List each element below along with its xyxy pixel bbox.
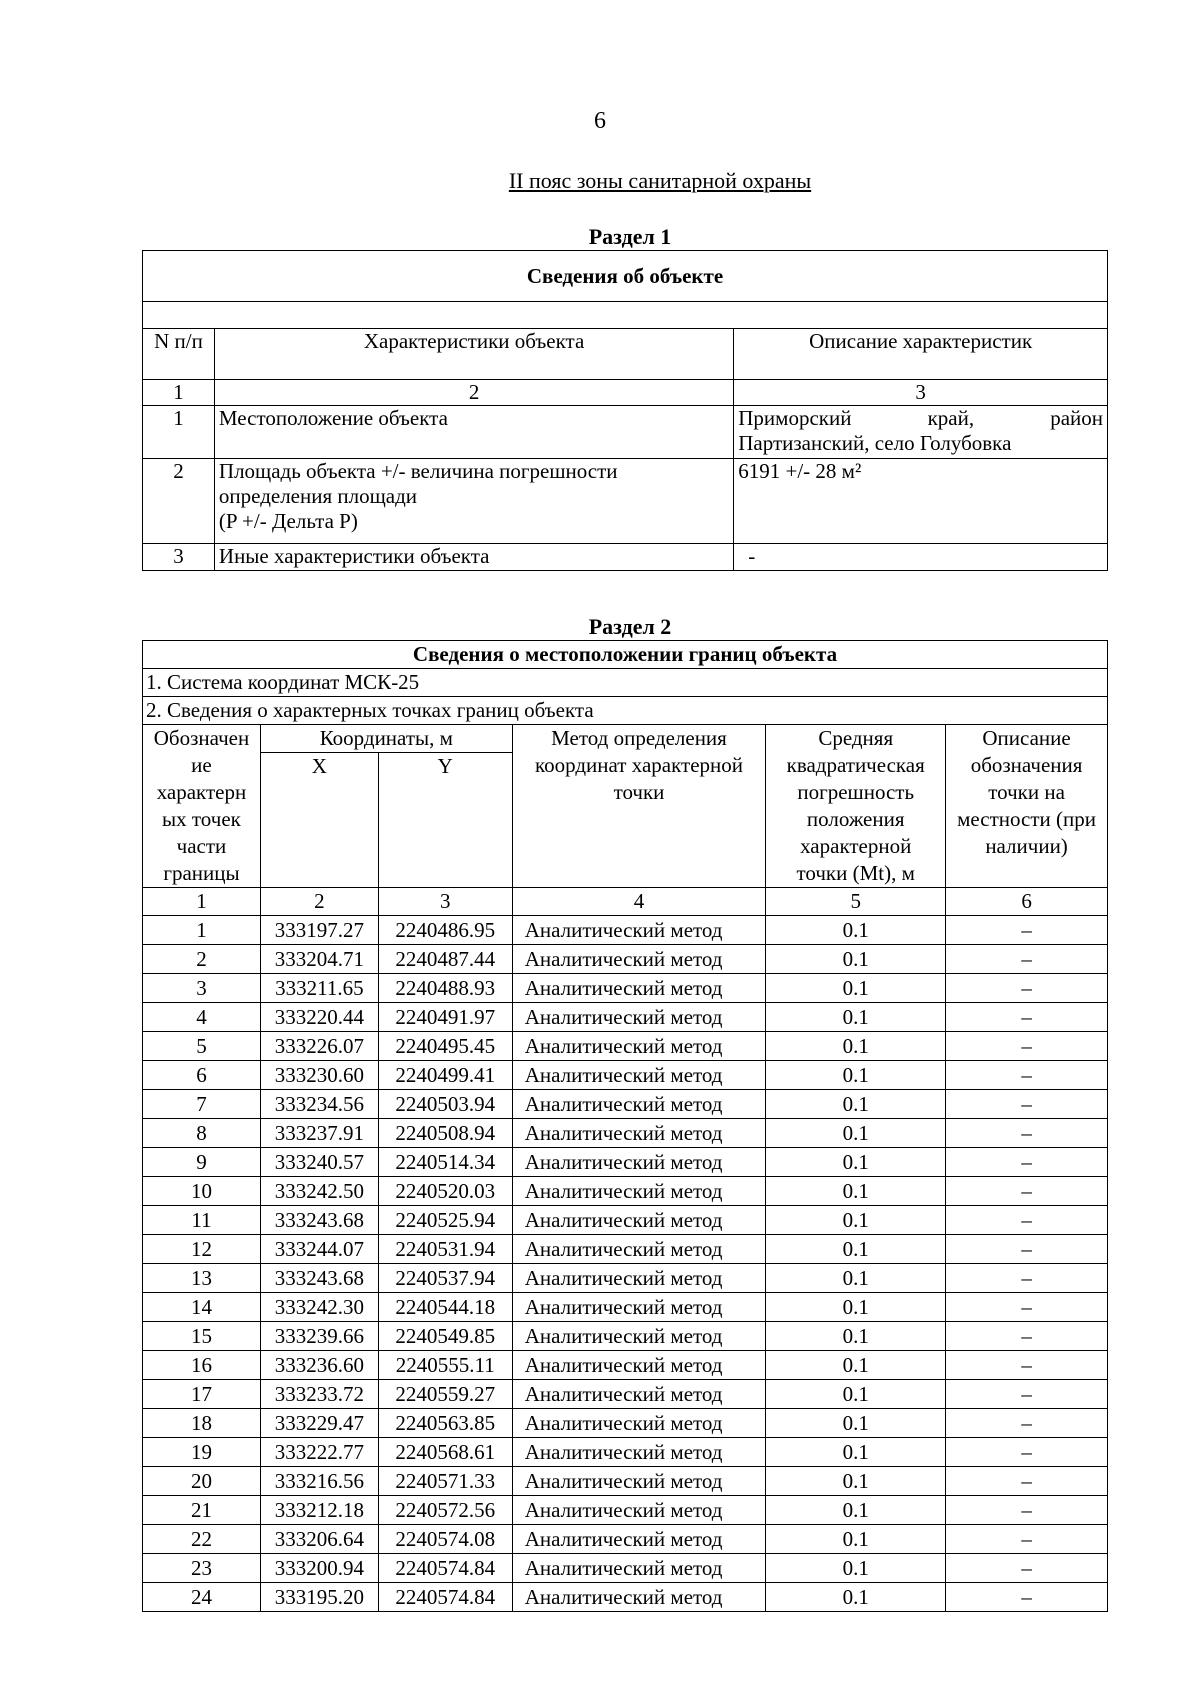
description-cell: – [946,1467,1108,1496]
method-cell: Аналитический метод [512,1032,766,1061]
description-cell: – [946,1554,1108,1583]
error-cell: 0.1 [766,1235,946,1264]
point-number: 17 [143,1380,261,1409]
header-error: Средняя квадратическая погрешность положения характерной точки (Mt), м [766,725,946,888]
table-row [143,1003,1108,1032]
coord-x: 333234.56 [260,1090,378,1119]
row-name: Иные характеристики объекта [214,544,733,571]
description-cell: – [946,1351,1108,1380]
coord-x: 333204.71 [260,945,378,974]
row-description: - [734,544,1108,571]
error-cell: 0.1 [766,1032,946,1061]
error-cell: 0.1 [766,1264,946,1293]
method-cell: Аналитический метод [512,1351,766,1380]
page-number: 6 [594,108,606,134]
error-cell: 0.1 [766,1525,946,1554]
coord-y: 2240499.41 [378,1061,512,1090]
col-number-5: 5 [766,888,946,916]
method-cell: Аналитический метод [512,1583,766,1612]
coord-y: 2240549.85 [378,1322,512,1351]
coord-x: 333239.66 [260,1322,378,1351]
coord-y: 2240514.34 [378,1148,512,1177]
table-row [143,1583,1108,1612]
error-cell: 0.1 [766,1496,946,1525]
section2-table [142,640,1108,1612]
col-header-description: Описание характеристик [734,329,1108,380]
table-row [143,1293,1108,1322]
coord-y: 2240574.84 [378,1554,512,1583]
header-y: Y [378,753,512,888]
table-row [143,1409,1108,1438]
error-cell: 0.1 [766,916,946,945]
coord-x: 333230.60 [260,1061,378,1090]
table-row [143,1206,1108,1235]
coord-y: 2240544.18 [378,1293,512,1322]
coord-x: 333222.77 [260,1438,378,1467]
error-cell: 0.1 [766,1380,946,1409]
error-cell: 0.1 [766,1438,946,1467]
coord-x: 333229.47 [260,1409,378,1438]
coord-x: 333242.50 [260,1177,378,1206]
error-cell: 0.1 [766,1409,946,1438]
error-cell: 0.1 [766,1119,946,1148]
table-row [143,1235,1108,1264]
section1-row [143,544,1108,571]
coordinate-system-line: 1. Система координат МСК-25 [143,669,1108,697]
point-number: 20 [143,1467,261,1496]
method-cell: Аналитический метод [512,1235,766,1264]
col-number-4: 4 [512,888,766,916]
coord-x: 333220.44 [260,1003,378,1032]
error-cell: 0.1 [766,1090,946,1119]
col-number-2: 2 [214,380,733,406]
description-cell: – [946,1003,1108,1032]
method-cell: Аналитический метод [512,1061,766,1090]
col-number-3: 3 [378,888,512,916]
point-number: 16 [143,1351,261,1380]
description-cell: – [946,1032,1108,1061]
error-cell: 0.1 [766,1003,946,1032]
description-cell: – [946,1293,1108,1322]
method-cell: Аналитический метод [512,1554,766,1583]
method-cell: Аналитический метод [512,1119,766,1148]
coord-x: 333244.07 [260,1235,378,1264]
method-cell: Аналитический метод [512,1177,766,1206]
col-header-characteristics: Характеристики объекта [214,329,733,380]
coord-x: 333243.68 [260,1264,378,1293]
col-number-1: 1 [143,888,261,916]
description-cell: – [946,1583,1108,1612]
description-cell: – [946,1496,1108,1525]
coord-x: 333226.07 [260,1032,378,1061]
coord-y: 2240563.85 [378,1409,512,1438]
point-number: 23 [143,1554,261,1583]
row-number: 2 [143,459,215,544]
point-number: 19 [143,1438,261,1467]
table-row [143,1119,1108,1148]
coord-x: 333195.20 [260,1583,378,1612]
coord-x: 333200.94 [260,1554,378,1583]
point-number: 3 [143,974,261,1003]
section1-row [143,459,1108,544]
error-cell: 0.1 [766,1322,946,1351]
point-number: 14 [143,1293,261,1322]
section1-title: Раздел 1 [588,224,672,249]
description-cell: – [946,1119,1108,1148]
coord-y: 2240520.03 [378,1177,512,1206]
coord-x: 333236.60 [260,1351,378,1380]
header-method: Метод определения координат характерной точки [512,725,766,888]
method-cell: Аналитический метод [512,1438,766,1467]
section1-table [142,250,1108,571]
table-row [143,945,1108,974]
coord-y: 2240555.11 [378,1351,512,1380]
point-number: 12 [143,1235,261,1264]
header-coordinates: Координаты, м [260,725,512,753]
points-table-body [143,916,1108,1612]
table-row [143,1467,1108,1496]
method-cell: Аналитический метод [512,1003,766,1032]
description-cell: – [946,1235,1108,1264]
coord-y: 2240572.56 [378,1496,512,1525]
col-header-number: N п/п [143,329,215,380]
row-number: 3 [143,544,215,571]
row-name: Площадь объекта +/- величина погрешности определения площади (P +/- Дельта P) [214,459,733,544]
description-cell: – [946,1206,1108,1235]
table-row [143,1322,1108,1351]
section1-heading: Сведения об объекте [143,251,1108,302]
zone-title: II пояс зоны санитарной охраны [508,168,812,193]
point-number: 5 [143,1032,261,1061]
description-cell: – [946,1061,1108,1090]
method-cell: Аналитический метод [512,1467,766,1496]
coord-y: 2240568.61 [378,1438,512,1467]
description-cell: – [946,1090,1108,1119]
section2-title: Раздел 2 [588,614,672,639]
description-cell: – [946,974,1108,1003]
coord-y: 2240486.95 [378,916,512,945]
description-cell: – [946,1438,1108,1467]
coord-y: 2240574.08 [378,1525,512,1554]
error-cell: 0.1 [766,1554,946,1583]
method-cell: Аналитический метод [512,1322,766,1351]
col-number-3: 3 [734,380,1108,406]
table-row [143,1380,1108,1409]
point-number: 8 [143,1119,261,1148]
table-row [143,1032,1108,1061]
table-row [143,916,1108,945]
point-number: 10 [143,1177,261,1206]
coord-y: 2240574.84 [378,1583,512,1612]
col-number-6: 6 [946,888,1108,916]
method-cell: Аналитический метод [512,1090,766,1119]
point-number: 1 [143,916,261,945]
error-cell: 0.1 [766,1293,946,1322]
method-cell: Аналитический метод [512,1409,766,1438]
row-description: 6191 +/- 28 м² [734,459,1108,544]
coord-x: 333242.30 [260,1293,378,1322]
table-row [143,1554,1108,1583]
error-cell: 0.1 [766,1177,946,1206]
point-number: 22 [143,1525,261,1554]
coord-x: 333237.91 [260,1119,378,1148]
point-number: 2 [143,945,261,974]
method-cell: Аналитический метод [512,1264,766,1293]
coord-y: 2240508.94 [378,1119,512,1148]
method-cell: Аналитический метод [512,1148,766,1177]
description-cell: – [946,1177,1108,1206]
coord-x: 333206.64 [260,1525,378,1554]
coord-x: 333233.72 [260,1380,378,1409]
error-cell: 0.1 [766,1206,946,1235]
table-row [143,1438,1108,1467]
row-name: Местоположение объекта [214,406,733,459]
header-point-description: Описание обозначения точки на местности (при наличии) [946,725,1108,888]
coord-y: 2240495.45 [378,1032,512,1061]
point-number: 15 [143,1322,261,1351]
point-number: 9 [143,1148,261,1177]
coord-y: 2240571.33 [378,1467,512,1496]
point-number: 21 [143,1496,261,1525]
error-cell: 0.1 [766,1148,946,1177]
coord-x: 333211.65 [260,974,378,1003]
point-number: 18 [143,1409,261,1438]
method-cell: Аналитический метод [512,974,766,1003]
table-row [143,1148,1108,1177]
coord-y: 2240503.94 [378,1090,512,1119]
section1-spacer-row [143,302,1108,329]
section2-heading: Сведения о местоположении границ объекта [143,641,1108,669]
col-number-1: 1 [143,380,215,406]
method-cell: Аналитический метод [512,1206,766,1235]
coord-x: 333197.27 [260,916,378,945]
header-x: X [260,753,378,888]
method-cell: Аналитический метод [512,1380,766,1409]
description-cell: – [946,1264,1108,1293]
description-cell: – [946,1380,1108,1409]
description-cell: – [946,916,1108,945]
description-cell: – [946,1322,1108,1351]
table-row [143,1264,1108,1293]
table-row [143,1061,1108,1090]
error-cell: 0.1 [766,1061,946,1090]
description-cell: – [946,1148,1108,1177]
point-number: 6 [143,1061,261,1090]
method-cell: Аналитический метод [512,916,766,945]
coord-y: 2240525.94 [378,1206,512,1235]
section1-row [143,406,1108,459]
table-row [143,974,1108,1003]
point-number: 4 [143,1003,261,1032]
coord-x: 333216.56 [260,1467,378,1496]
coord-x: 333240.57 [260,1148,378,1177]
coord-x: 333212.18 [260,1496,378,1525]
error-cell: 0.1 [766,1583,946,1612]
coord-y: 2240491.97 [378,1003,512,1032]
row-description: Приморский край, район Партизанский, село Голубовка [734,406,1108,459]
method-cell: Аналитический метод [512,945,766,974]
point-number: 13 [143,1264,261,1293]
col-number-2: 2 [260,888,378,916]
method-cell: Аналитический метод [512,1525,766,1554]
table-row [143,1090,1108,1119]
point-number: 24 [143,1583,261,1612]
error-cell: 0.1 [766,1467,946,1496]
table-row [143,1351,1108,1380]
table-row [143,1525,1108,1554]
error-cell: 0.1 [766,945,946,974]
coord-x: 333243.68 [260,1206,378,1235]
row-number: 1 [143,406,215,459]
coord-y: 2240531.94 [378,1235,512,1264]
points-info-line: 2. Сведения о характерных точках границ объекта [143,697,1108,725]
description-cell: – [946,945,1108,974]
coord-y: 2240487.44 [378,945,512,974]
description-cell: – [946,1409,1108,1438]
method-cell: Аналитический метод [512,1293,766,1322]
table-row [143,1177,1108,1206]
point-number: 11 [143,1206,261,1235]
error-cell: 0.1 [766,974,946,1003]
point-number: 7 [143,1090,261,1119]
description-cell: – [946,1525,1108,1554]
error-cell: 0.1 [766,1351,946,1380]
header-designation: Обозначен ие характерн ых точек части границы [143,725,261,888]
coord-y: 2240537.94 [378,1264,512,1293]
coord-y: 2240488.93 [378,974,512,1003]
method-cell: Аналитический метод [512,1496,766,1525]
coord-y: 2240559.27 [378,1380,512,1409]
table-row [143,1496,1108,1525]
